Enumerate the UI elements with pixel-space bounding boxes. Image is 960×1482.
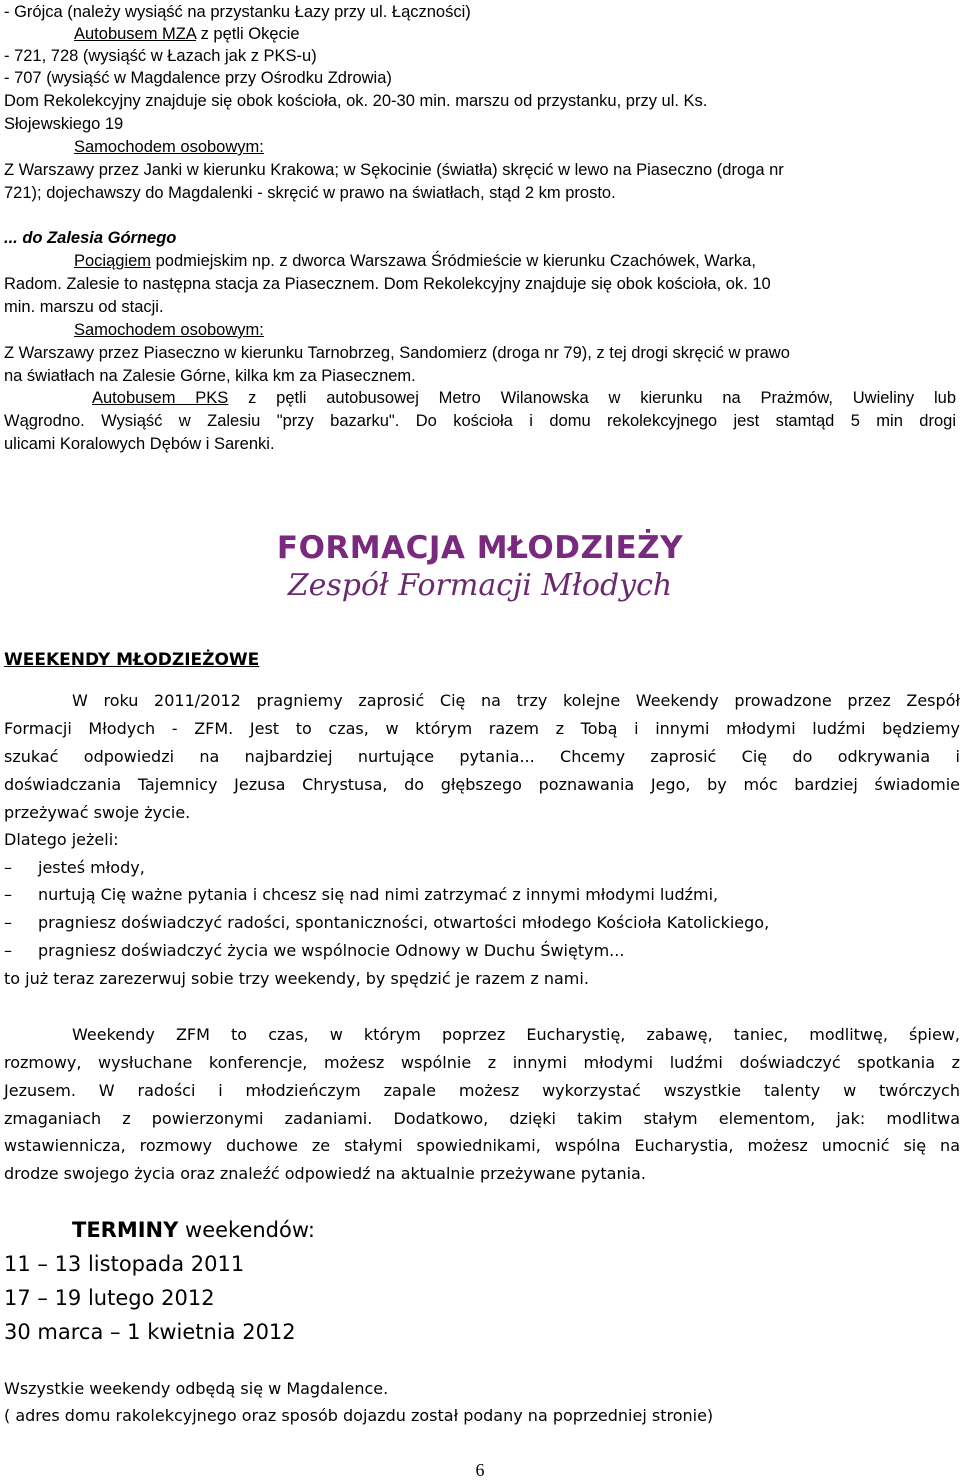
zalesie-heading: ... do Zalesia Górnego <box>4 229 177 247</box>
paragraph-line: zmaganiach z powierzonymi zadaniami. Dodatkowo, dzięki takim stałym elementom, jak: modlitwa <box>4 1109 960 1128</box>
paragraph-line: szukać odpowiedzi na najbardziej nurtujące pytania... Chcemy zaprosić Cię do odkrywania i <box>4 747 960 766</box>
train-link[interactable]: Pociągiem <box>74 252 152 270</box>
paragraph-line: drodze swojego życia oraz znaleźć odpowiedź na aktualnie przeżywane pytania. <box>4 1164 646 1183</box>
text-line: na światłach na Zalesie Górne, kilka km za Piasecznem. <box>4 367 416 385</box>
bus-pks-link[interactable]: Autobusem PKS <box>92 389 229 407</box>
text-line: - 707 (wysiąść w Magdalence przy Ośrodku Zdrowia) <box>4 69 392 87</box>
paragraph-line: doświadczania Tajemnicy Jezusa Chrystusa, do głębszego poznawania Jego, by móc bardziej świadomie <box>4 775 960 794</box>
text-line: Słojewskiego 19 <box>4 115 124 133</box>
bus-mza-rest: z pętli Okęcie <box>195 25 300 43</box>
paragraph-line: Jezusem. W radości i młodzieńczym zapale możesz wykorzystać wszystkie talenty w twórczych <box>4 1081 960 1100</box>
all-in-line: Wszystkie weekendy odbędą się w Magdalence. <box>4 1379 389 1398</box>
list-item <box>4 857 145 879</box>
bus-pks-line <box>92 388 956 408</box>
list-item-text: jesteś młody, <box>38 858 145 877</box>
section-title: FORMACJA MŁODZIEŻY <box>276 530 684 566</box>
text-line: 721); dojechawszy do Magdalenki - skręcić w prawo na światłach, stąd 2 km prosto. <box>4 184 616 202</box>
text-line: - 721, 728 (wysiąść w Łazach jak z PKS-u) <box>4 47 317 65</box>
bus-pks-rest: z pętli autobusowej Metro Wilanowska w kierunku na Prażmów, Uwieliny lub <box>228 389 956 407</box>
text-line: - Grójca (należy wysiąść na przystanku Łazy przy ul. Łączności) <box>4 3 471 21</box>
paragraph-line: przeżywać swoje życie. <box>4 803 191 822</box>
paragraph-line: wstawiennicza, rozmowy duchowe ze stałymi spowiednikami, wspólna Eucharystia, możesz umocnić się na <box>4 1136 960 1155</box>
therefore-line: Dlatego jeżeli: <box>4 830 119 849</box>
date-item: 30 marca – 1 kwietnia 2012 <box>4 1320 296 1344</box>
train-rest: podmiejskim np. z dworca Warszawa Śródmieście w kierunku Czachówek, Warka, <box>151 252 756 270</box>
list-item <box>4 940 624 962</box>
list-dash: – <box>4 858 12 877</box>
list-item-text: pragniesz doświadczyć radości, spontaniczności, otwartości młodego Kościoła Katolickiego, <box>38 913 770 932</box>
date-item: 11 – 13 listopada 2011 <box>4 1252 245 1276</box>
list-item-text: nurtują Cię ważne pytania i chcesz się nad nimi zatrzymać z innymi młodymi ludźmi, <box>38 885 719 904</box>
note-line: ( adres domu rakolekcyjnego oraz sposób dojazdu został podany na poprzedniej stronie) <box>4 1406 714 1425</box>
list-dash: – <box>4 913 12 932</box>
terms-heading <box>72 1218 315 1242</box>
list-item <box>4 884 718 906</box>
text-line: Z Warszawy przez Piaseczno w kierunku Tarnobrzeg, Sandomierz (droga nr 79), z tej drogi skręcić w prawo <box>4 344 790 362</box>
page-number: 6 <box>475 1460 485 1480</box>
paragraph-line: rozmowy, wysłuchane konferencje, możesz wspólnie z innymi młodymi ludźmi doświadczyć spotkania z <box>4 1053 960 1072</box>
terms-rest: weekendów: <box>178 1218 315 1242</box>
text-line: Wągrodno. Wysiąść w Zalesiu "przy bazarku". Do kościoła i domu rekolekcyjnego jest stamtąd 5 min drogi <box>4 412 956 430</box>
list-item-text: pragniesz doświadczyć życia we wspólnocie Odnowy w Duchu Świętym... <box>38 941 625 960</box>
weekends-heading: WEEKENDY MŁODZIEŻOWE <box>4 650 260 670</box>
text-line: min. marszu od stacji. <box>4 298 164 316</box>
train-line <box>74 251 756 271</box>
list-item <box>4 912 769 934</box>
text-line: ulicami Koralowych Dębów i Sarenki. <box>4 435 275 453</box>
text-line: Z Warszawy przez Janki w kierunku Krakowa; w Sękocinie (światła) skręcić w lewo na Piaseczno (droga nr <box>4 161 784 179</box>
list-dash: – <box>4 885 12 904</box>
paragraph-line: W roku 2011/2012 pragniemy zaprosić Cię na trzy kolejne Weekendy prowadzone przez Zespół <box>72 691 960 710</box>
after-list-line: to już teraz zarezerwuj sobie trzy weekendy, by spędzić je razem z nami. <box>4 969 589 988</box>
paragraph-line: Weekendy ZFM to czas, w którym poprzez Eucharystię, zabawę, taniec, modlitwę, śpiew, <box>72 1025 960 1044</box>
paragraph-line: Formacji Młodych - ZFM. Jest to czas, w którym razem z Tobą i innymi młodymi ludźmi będziemy <box>4 719 960 738</box>
list-dash: – <box>4 941 12 960</box>
text-line: Radom. Zalesie to następna stacja za Piasecznem. Dom Rekolekcyjny znajduje się obok kościoła, ok. 10 <box>4 275 771 293</box>
date-item: 17 – 19 lutego 2012 <box>4 1286 215 1310</box>
car-label-1[interactable]: Samochodem osobowym: <box>74 138 264 156</box>
bus-mza-line <box>74 24 300 44</box>
terms-bold: TERMINY <box>72 1218 179 1242</box>
text-line: Dom Rekolekcyjny znajduje się obok kościoła, ok. 20-30 min. marszu od przystanku, przy ul. Ks. <box>4 92 708 110</box>
section-subtitle: Zespół Formacji Młodych <box>287 568 673 603</box>
car-label-2[interactable]: Samochodem osobowym: <box>74 321 264 339</box>
bus-mza-link[interactable]: Autobusem MZA <box>74 25 196 43</box>
